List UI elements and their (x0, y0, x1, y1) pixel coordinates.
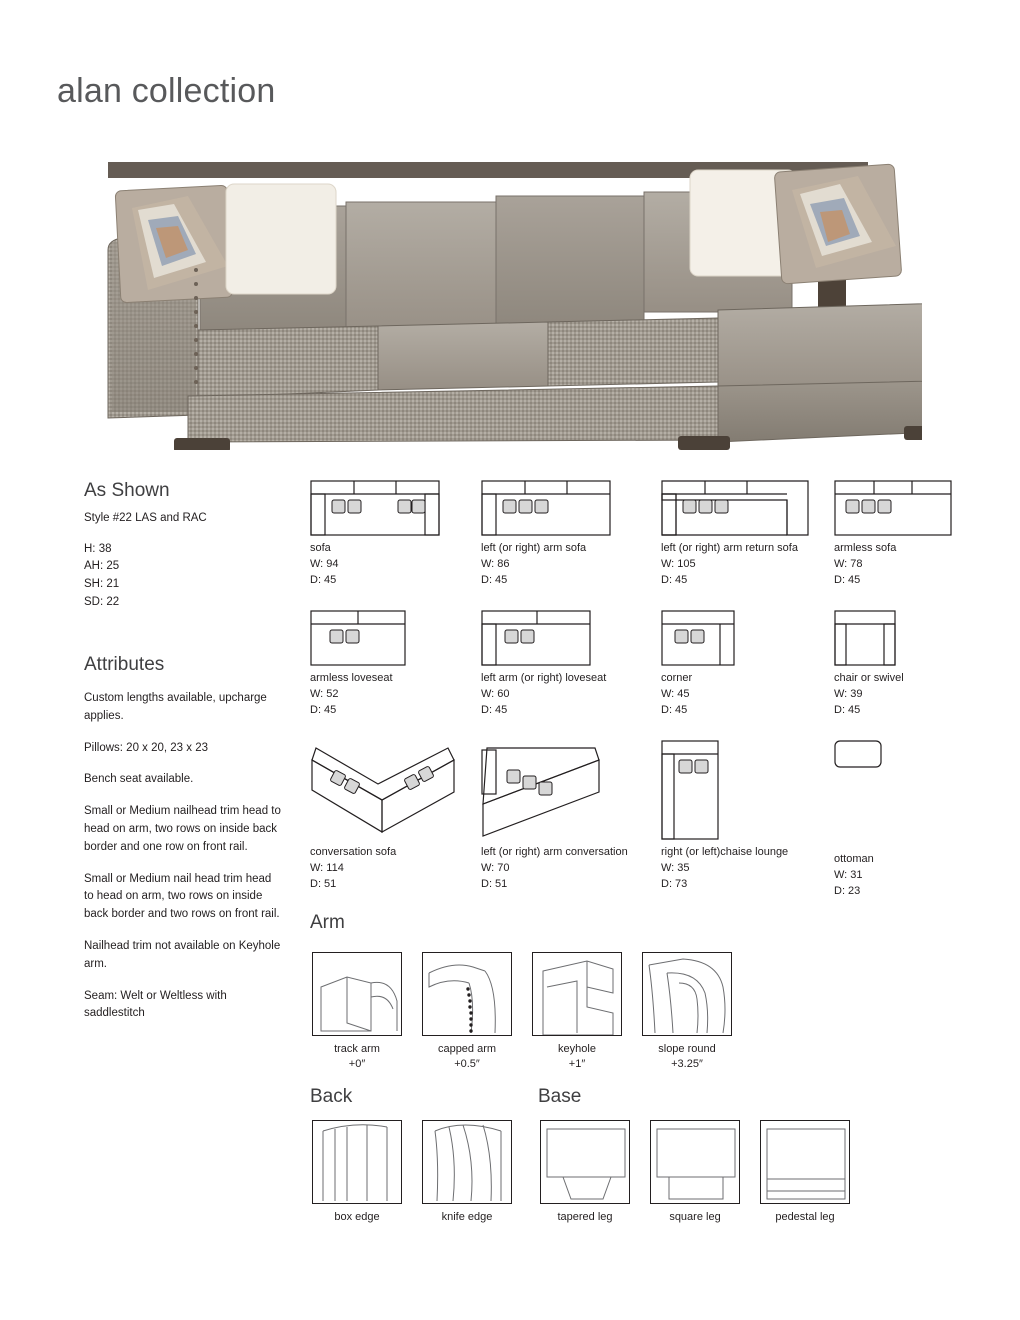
config-left-arm-loveseat (481, 610, 656, 719)
back-option-label: box edge (334, 1211, 380, 1223)
config-label: left (or right) arm return sofa (661, 542, 798, 554)
config-chair-or-swivel (834, 610, 964, 719)
base-option-tapered-leg[interactable] (540, 1120, 630, 1225)
back-option-knife-edge[interactable] (422, 1120, 512, 1225)
config-width: W: 60 (481, 687, 510, 700)
back-option-box-edge[interactable] (312, 1120, 402, 1225)
back-option-label: knife edge (441, 1211, 493, 1223)
armless-sofa-icon (834, 480, 964, 536)
arm-option-price: +3.25″ (671, 1057, 703, 1070)
base-option-label: pedestal leg (775, 1211, 835, 1223)
arm-option-capped-arm[interactable] (422, 952, 512, 1072)
attribute-paragraph: Bench seat available. (84, 773, 194, 786)
config-label: ottoman (834, 853, 874, 865)
config-label: right (or left)chaise lounge (661, 846, 789, 858)
arm-conversation-icon (481, 740, 661, 840)
config-label: sofa (310, 542, 331, 554)
config-width: W: 70 (481, 861, 510, 874)
config-conversation-sofa (310, 740, 475, 893)
config-armless-loveseat (310, 610, 475, 719)
config-label: left arm (or right) loveseat (481, 672, 607, 684)
square-leg-icon (650, 1120, 740, 1204)
base-heading: Base (538, 1086, 582, 1107)
config-depth: D: 73 (661, 877, 688, 890)
config-label: armless loveseat (310, 672, 393, 684)
base-option-pedestal-leg[interactable] (760, 1120, 850, 1225)
tapered-leg-icon (540, 1120, 630, 1204)
slope-round-arm-icon (642, 952, 732, 1036)
sofa-icon (310, 480, 470, 536)
arm-option-label: track arm (334, 1043, 380, 1055)
config-left-arm-sofa (481, 480, 656, 589)
knife-edge-back-icon (422, 1120, 512, 1204)
as-shown-heading: As Shown (84, 480, 170, 501)
config-label: corner (661, 672, 693, 684)
arm-option-track-arm[interactable] (312, 952, 402, 1072)
config-width: W: 45 (661, 687, 690, 700)
config-label: chair or swivel (834, 672, 904, 684)
config-depth: D: 45 (661, 573, 688, 586)
config-width: W: 105 (661, 557, 696, 570)
config-depth: D: 23 (834, 884, 861, 897)
dim-sh: SH: 21 (84, 578, 120, 591)
attribute-paragraph: Nailhead trim not available on Keyhole arm. (84, 940, 281, 970)
track-arm-icon (312, 952, 402, 1036)
config-depth: D: 45 (481, 703, 508, 716)
config-label: armless sofa (834, 542, 897, 554)
hero-product-photo (78, 150, 922, 450)
config-label: left (or right) arm conversation (481, 846, 628, 858)
arm-option-label: slope round (658, 1043, 716, 1055)
left-arm-loveseat-icon (481, 610, 656, 666)
config-width: W: 39 (834, 687, 863, 700)
config-depth: D: 45 (310, 573, 337, 586)
chaise-lounge-icon (661, 740, 821, 840)
as-shown-style: Style #22 LAS and RAC (84, 512, 207, 524)
capped-arm-icon (422, 952, 512, 1036)
attribute-paragraph: Seam: Welt or Weltless with saddlestitch (84, 989, 227, 1020)
left-column (84, 480, 284, 1023)
config-width: W: 94 (310, 557, 339, 570)
config-width: W: 86 (481, 557, 510, 570)
config-depth: D: 51 (310, 877, 337, 890)
config-depth: D: 45 (834, 703, 861, 716)
config-chaise-lounge (661, 740, 821, 893)
attribute-paragraph: Custom lengths available, upcharge applies. (84, 691, 267, 722)
config-width: W: 35 (661, 861, 690, 874)
left-arm-sofa-icon (481, 480, 656, 536)
config-width: W: 52 (310, 687, 339, 700)
attribute-paragraph: Pillows: 20 x 20, 23 x 23 (84, 741, 209, 754)
config-depth: D: 51 (481, 877, 508, 890)
arm-option-price: +0.5″ (454, 1057, 480, 1070)
arm-option-slope-round[interactable] (642, 952, 732, 1072)
config-width: W: 31 (834, 868, 863, 881)
config-corner (661, 610, 821, 719)
keyhole-arm-icon (532, 952, 622, 1036)
config-depth: D: 45 (661, 703, 688, 716)
dim-ah: AH: 25 (84, 560, 120, 573)
chair-swivel-icon (834, 610, 964, 666)
config-sofa (310, 480, 470, 589)
dim-h: H: 38 (84, 542, 112, 555)
corner-icon (661, 610, 821, 666)
arm-option-keyhole[interactable] (532, 952, 622, 1072)
dim-sd: SD: 22 (84, 596, 120, 609)
pedestal-leg-icon (760, 1120, 850, 1204)
config-label: conversation sofa (310, 846, 397, 858)
config-depth: D: 45 (310, 703, 337, 716)
box-edge-back-icon (312, 1120, 402, 1204)
arm-option-label: keyhole (558, 1043, 596, 1055)
config-width: W: 114 (310, 861, 344, 874)
config-width: W: 78 (834, 557, 863, 570)
config-armless-sofa (834, 480, 964, 589)
attributes-heading: Attributes (84, 653, 165, 675)
config-label: left (or right) arm sofa (481, 542, 587, 554)
arm-heading: Arm (310, 912, 345, 933)
as-shown-dimensions (84, 541, 284, 612)
conversation-sofa-icon (310, 740, 475, 840)
arm-option-price: +0″ (348, 1057, 366, 1070)
config-arm-conversation (481, 740, 661, 893)
attribute-paragraph: Small or Medium nail head trim head to head on arm, two rows on inside back border and two rows on front rail. (84, 872, 280, 921)
ottoman-icon (834, 740, 964, 770)
arm-option-price: +1″ (568, 1057, 586, 1070)
attribute-paragraph: Small or Medium nailhead trim head to head on arm, two rows on inside back border and one row on front rail. (84, 805, 281, 853)
page-title: alan collection (57, 72, 276, 110)
back-heading: Back (310, 1086, 353, 1107)
arm-option-label: capped arm (437, 1043, 497, 1055)
base-option-label: square leg (669, 1211, 721, 1223)
arm-return-sofa-icon (661, 480, 831, 536)
sectional-sofa-illustration (78, 150, 922, 450)
base-option-square-leg[interactable] (650, 1120, 740, 1225)
config-depth: D: 45 (834, 573, 861, 586)
armless-loveseat-icon (310, 610, 475, 666)
config-depth: D: 45 (481, 573, 508, 586)
config-ottoman (834, 740, 964, 900)
base-option-label: tapered leg (557, 1211, 613, 1223)
config-arm-return-sofa (661, 480, 831, 589)
